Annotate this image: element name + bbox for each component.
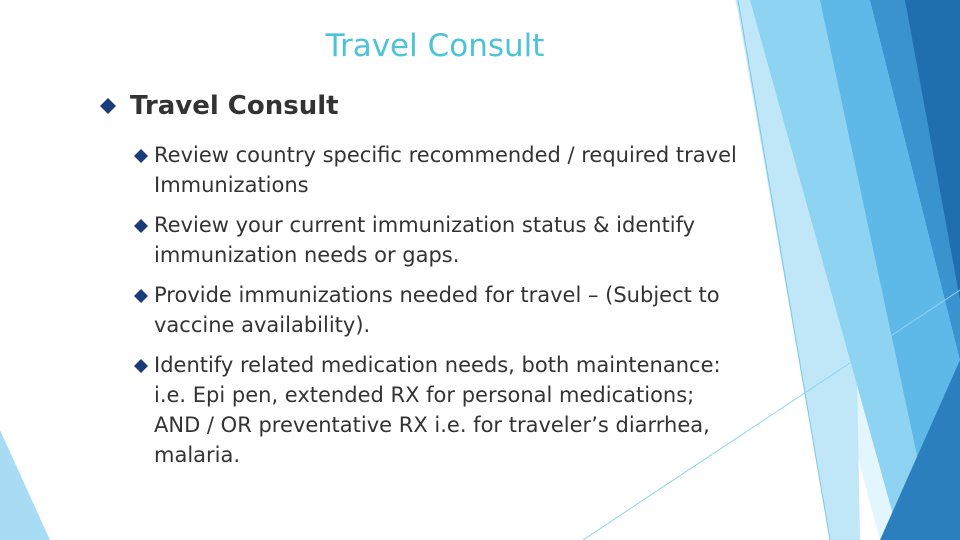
slide-title: Travel Consult — [325, 28, 545, 64]
diamond-bullet-icon — [134, 359, 148, 373]
bullet-level1-text: Travel Consult — [130, 91, 339, 121]
sub-bullet-1 — [134, 140, 740, 200]
diamond-bullet-icon — [100, 98, 116, 114]
diamond-bullet-icon — [134, 219, 148, 233]
sub-bullet-2 — [134, 210, 740, 270]
sub-bullet-3 — [134, 280, 740, 340]
sub-bullet-text: Review country specific recommended / required travel Immunizations — [154, 142, 737, 197]
sub-bullet-text: Review your current immunization status & identify immunization needs or gaps. — [154, 212, 696, 267]
diamond-bullet-icon — [134, 149, 148, 163]
sub-bullet-text: Identify related medication needs, both maintenance: i.e. Epi pen, extended RX for personal medications; AND / OR preventative RX i.e. for traveler’s diarrhea, malaria. — [154, 352, 721, 467]
bullet-level1 — [100, 90, 740, 123]
sub-bullet-4 — [134, 350, 740, 470]
bullet-list — [100, 90, 740, 470]
triangle-bottom-left — [0, 430, 50, 540]
diamond-bullet-icon — [134, 289, 148, 303]
sub-bullet-text: Provide immunizations needed for travel – (Subject to vaccine availability). — [154, 282, 720, 337]
